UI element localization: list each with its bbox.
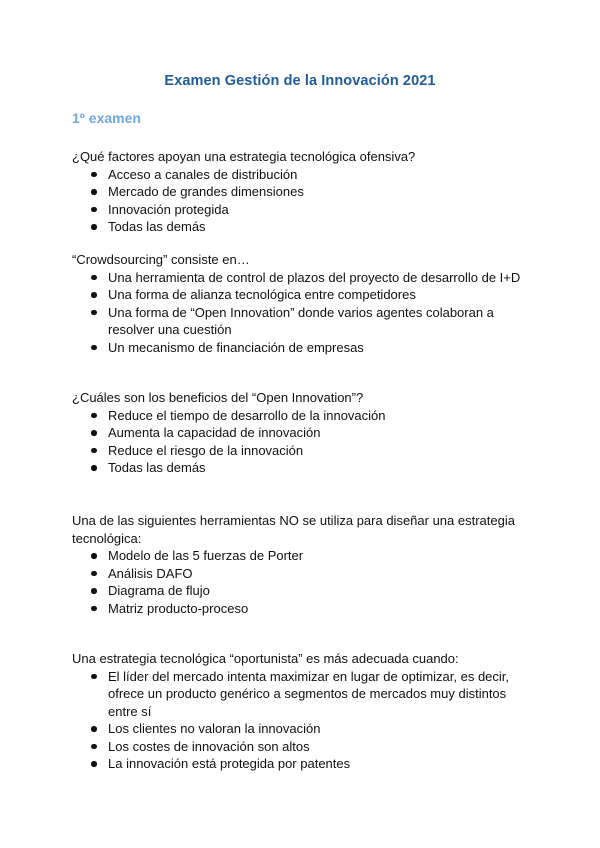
question-1 [72, 148, 532, 236]
option-item: Una forma de alianza tecnológica entre competidores [72, 286, 532, 304]
option-item: Aumenta la capacidad de innovación [72, 424, 532, 442]
options-list [72, 269, 532, 357]
option-item: Un mecanismo de financiación de empresas [72, 339, 532, 357]
question-text: ¿Cuáles son los beneficios del “Open Innovation”? [72, 390, 364, 405]
question-2 [72, 251, 532, 356]
option-item: Reduce el tiempo de desarrollo de la innovación [72, 407, 532, 425]
option-item: Análisis DAFO [72, 565, 532, 583]
document-title: Examen Gestión de la Innovación 2021 [164, 73, 436, 89]
option-item: El líder del mercado intenta maximizar en lugar de optimizar, es decir, ofrece un producto genérico a segmentos de mercados muy distintos entre sí [72, 668, 532, 721]
option-item: La innovación está protegida por patentes [72, 755, 532, 773]
options-list [72, 668, 532, 773]
option-item: Acceso a canales de distribución [72, 166, 532, 184]
options-list [72, 547, 532, 617]
options-list [72, 166, 532, 236]
option-item: Mercado de grandes dimensiones [72, 183, 532, 201]
question-text: Una estrategia tecnológica “oportunista” es más adecuada cuando: [72, 651, 459, 666]
option-item: Matriz producto-proceso [72, 600, 532, 618]
question-5 [72, 650, 532, 773]
option-item: Una herramienta de control de plazos del proyecto de desarrollo de I+D [72, 269, 532, 287]
option-item: Diagrama de flujo [72, 582, 532, 600]
question-text: ¿Qué factores apoyan una estrategia tecnológica ofensiva? [72, 149, 416, 164]
question-text: Una de las siguientes herramientas NO se utiliza para diseñar una estrategia tecnológica: [72, 513, 515, 546]
option-item: Los clientes no valoran la innovación [72, 720, 532, 738]
option-item: Reduce el riesgo de la innovación [72, 442, 532, 460]
question-text: “Crowdsourcing” consiste en… [72, 252, 250, 267]
question-4 [72, 512, 532, 617]
option-item: Todas las demás [72, 459, 532, 477]
option-item: Todas las demás [72, 218, 532, 236]
option-item: Los costes de innovación son altos [72, 738, 532, 756]
section-heading: 1º examen [72, 110, 141, 126]
option-item: Una forma de “Open Innovation” donde varios agentes colaboran a resolver una cuestión [72, 304, 532, 339]
option-item: Innovación protegida [72, 201, 532, 219]
options-list [72, 407, 532, 477]
option-item: Modelo de las 5 fuerzas de Porter [72, 547, 532, 565]
question-3 [72, 389, 532, 477]
